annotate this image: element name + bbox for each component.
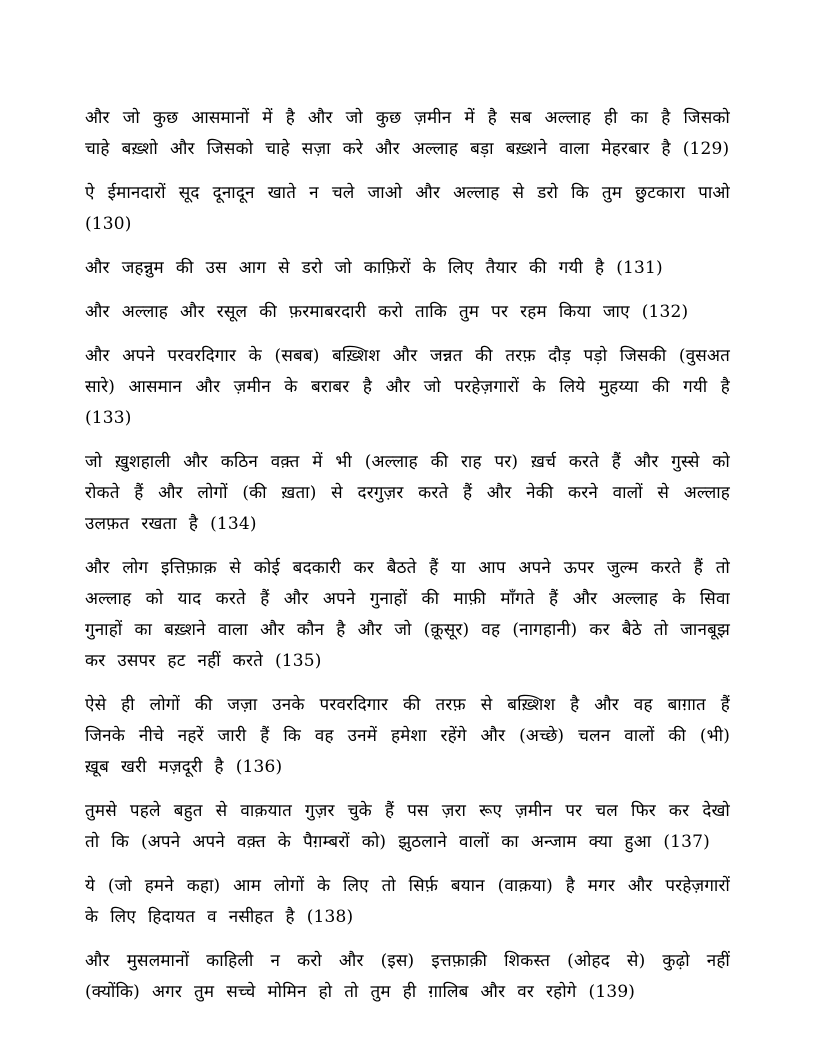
verse-paragraph-136: ऐसे ही लोगों की जज़ा उनके परवरदिगार की तरफ़ से बख़्शिश है और वह बाग़ात हैं जिनके नीचे नहरें जारी हैं कि वह उनमें हमेशा रहेंगे और (अच्छे) चलन वालों की (भी) ख़ूब खरी मज़दूरी है (136): [85, 695, 730, 777]
verse-paragraph-131: और जहन्नुम की उस आग से डरो जो काफ़िरों के लिए तैयार की गयी है (131): [85, 258, 663, 278]
verse-paragraph-129: और जो कुछ आसमानों में है और जो कुछ ज़मीन में है सब अल्लाह ही का है जिसको चाहे बख़्शो और जिसको चाहे सज़ा करे और अल्लाह बड़ा बख़्शने वाला मेहरबार है (129): [85, 108, 730, 159]
verse-paragraph-138: ये (जो हमने कहा) आम लोगों के लिए तो सिर्फ़ बयान (वाक़या) है मगर और परहेज़गारों के लिए हिदायत व नसीहत है (138): [85, 876, 730, 927]
verse-paragraph-133: और अपने परवरदिगार के (सबब) बख़्शिश और जन्नत की तरफ़ दौड़ पड़ो जिसकी (वुसअत सारे) आसमान और ज़मीन के बराबर है और जो परहेज़गारों के लिये मुहय्या की गयी है (133): [85, 346, 730, 428]
verse-paragraph-134: जो ख़ुशहाली और कठिन वक़्त में भी (अल्लाह की राह पर) ख़र्च करते हैं और गुस्से को रोकते हैं और लोगों (की ख़ता) से दरगुज़र करते हैं और नेकी करने वालों से अल्लाह उलफ़त रखता है (134): [85, 452, 730, 534]
verse-paragraph-137: तुमसे पहले बहुत से वाक़यात गुज़र चुके हैं पस ज़रा रूए ज़मीन पर चल फिर कर देखो तो कि (अपने अपने वक़्त के पैग़म्बरों को) झुठलाने वालों का अन्जाम क्या हुआ (137): [85, 801, 730, 852]
verse-paragraph-130: ऐ ईमानदारों सूद दूनादून खाते न चले जाओ और अल्लाह से डरो कि तुम छुटकारा पाओ (130): [85, 183, 730, 234]
verse-paragraph-132: और अल्लाह और रसूल की फ़रमाबरदारी करो ताकि तुम पर रहम किया जाए (132): [85, 302, 689, 322]
verse-paragraph-135: और लोग इत्तिफ़ाक़ से कोई बदकारी कर बैठते हैं या आप अपने ऊपर जुल्म करते हैं तो अल्लाह को याद करते हैं और अपने गुनाहों की माफ़ी माँगते हैं और अल्लाह के सिवा गुनाहों का बख़्शने वाला और कौन है और जो (क़ूसूर) वह (नागहानी) कर बैठे तो जानबूझ कर उसपर हट नहीं करते (135): [85, 558, 730, 671]
verse-paragraph-139: और मुसलमानों काहिली न करो और (इस) इत्तफ़ाक़ी शिकस्त (ओहद से) कुढ़ो नहीं (क्योंकि) अगर तुम सच्चे मोमिन हो तो तुम ही ग़ालिब और वर रहोगे (139): [85, 951, 730, 1002]
